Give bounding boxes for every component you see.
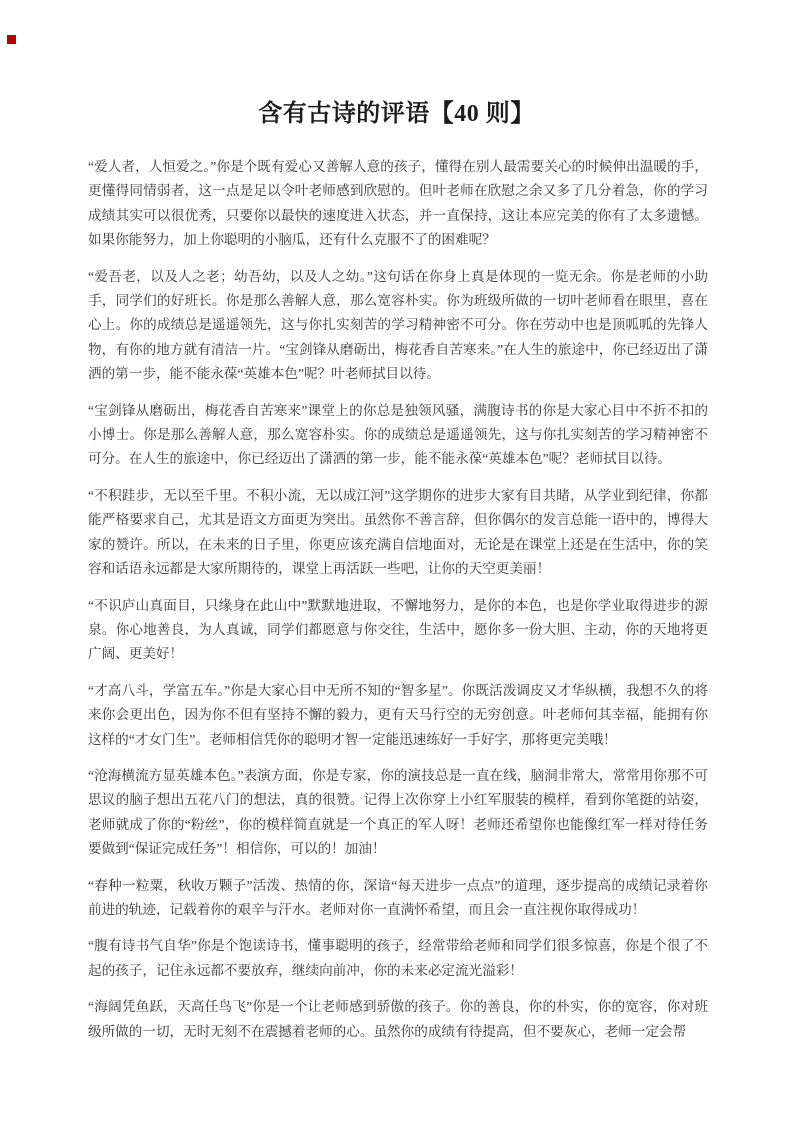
red-marker-icon bbox=[7, 35, 16, 44]
paragraph: “沧海横流方显英雄本色。”表演方面，你是专家，你的演技总是一直在线，脑洞非常大，常常用你那不可思议的脑子想出五花八门的想法，真的很赞。记得上次你穿上小红军服装的模样，看到你笔挺的站姿，老师就成了你的“粉丝”，你的模样简直就是一个真正的军人呀！老师还希望你也能像红军一样对待任务要做到“保证完成任务”！相信你，可以的！加油！ bbox=[88, 767, 708, 857]
paragraph: “爱人者，人恒爱之。”你是个既有爱心又善解人意的孩子，懂得在别人最需要关心的时候伸出温暖的手，更懂得同情弱者，这一点是足以令叶老师感到欣慰的。但叶老师在欣慰之余又多了几分着急，你的学习成绩其实可以很优秀，只要你以最快的速度进入状态，并一直保持，这让本应完美的你有了太多遗憾。如果你能努力，加上你聪明的小脑瓜，还有什么克服不了的困难呢？ bbox=[88, 159, 708, 248]
paragraph: “腹有诗书气自华”你是个饱读诗书，懂事聪明的孩子，经常带给老师和同学们很多惊喜，你是个很了不起的孩子，记住永远都不要放弃，继续向前冲，你的未来必定流光溢彩！ bbox=[88, 938, 708, 978]
document-title: 含有古诗的评语【40 则】 bbox=[258, 101, 535, 127]
paragraph: “不积跬步，无以至千里。不积小流，无以成江河”这学期你的进步大家有目共睹，从学业到纪律，你都能严格要求自己，尤其是语文方面更为突出。虽然你不善言辞，但你偶尔的发言总能一语中的，博得大家的赞许。所以，在未来的日子里，你更应该充满自信地面对，无论是在课堂上还是在生活中，你的笑容和话语永远都是大家所期待的，课堂上再活跃一些吧，让你的天空更美丽！ bbox=[88, 487, 708, 577]
paragraph: “不识庐山真面目，只缘身在此山中”默默地进取，不懈地努力，是你的本色，也是你学业取得进步的源泉。你心地善良，为人真诚，同学们都愿意与你交往，生活中，愿你多一份大胆、主动，你的天地将更广阔、更美好！ bbox=[88, 597, 708, 662]
body-text bbox=[88, 155, 708, 1056]
paragraph: “宝剑锋从磨砺出，梅花香自苦寒来”课堂上的你总是独领风骚，满腹诗书的你是大家心目中不折不扣的小博士。你是那么善解人意，那么宽容朴实。你的成绩总是遥遥领先，这与你扎实刻苦的学习精神密不可分。在人生的旅途中，你已经迈出了潇洒的第一步，能不能永葆“英雄本色”呢？老师拭目以待。 bbox=[88, 402, 708, 467]
paragraph: “才高八斗，学富五车。”你是大家心目中无所不知的“智多星”。你既活泼调皮又才华纵横，我想不久的将来你会更出色，因为你不但有坚持不懈的毅力，更有天马行空的无穷创意。叶老师何其幸福，能拥有你这样的“才女门生”。老师相信凭你的聪明才智一定能迅速练好一手好字，那将更完美哦！ bbox=[88, 682, 708, 747]
paragraph: “春种一粒粟，秋收万颗子”活泼、热情的你，深谙“每天进步一点点”的道理，逐步提高的成绩记录着你前进的轨迹，记载着你的艰辛与汗水。老师对你一直满怀希望，而且会一直注视你取得成功！ bbox=[88, 877, 708, 917]
paragraph: “爱吾老，以及人之老；幼吾幼，以及人之幼。”这句话在你身上真是体现的一览无余。你是老师的小助手，同学们的好班长。你是那么善解人意，那么宽容朴实。你为班级所做的一切叶老师看在眼里，喜在心上。你的成绩总是遥遥领先，这与你扎实刻苦的学习精神密不可分。你在劳动中也是顶呱呱的先锋人物，有你的地方就有清洁一片。“宝剑锋从磨砺出，梅花香自苦寒来。”在人生的旅途中，你已经迈出了潇洒的第一步，能不能永葆“英雄本色”呢？叶老师拭目以待。 bbox=[88, 268, 708, 382]
paragraph: “海阔凭鱼跃，天高任鸟飞”你是一个让老师感到骄傲的孩子。你的善良，你的朴实，你的宽容，你对班级所做的一切，无时无刻不在震撼着老师的心。虽然你的成绩有待提高，但不要灰心，老师一定会帮 bbox=[88, 999, 708, 1039]
